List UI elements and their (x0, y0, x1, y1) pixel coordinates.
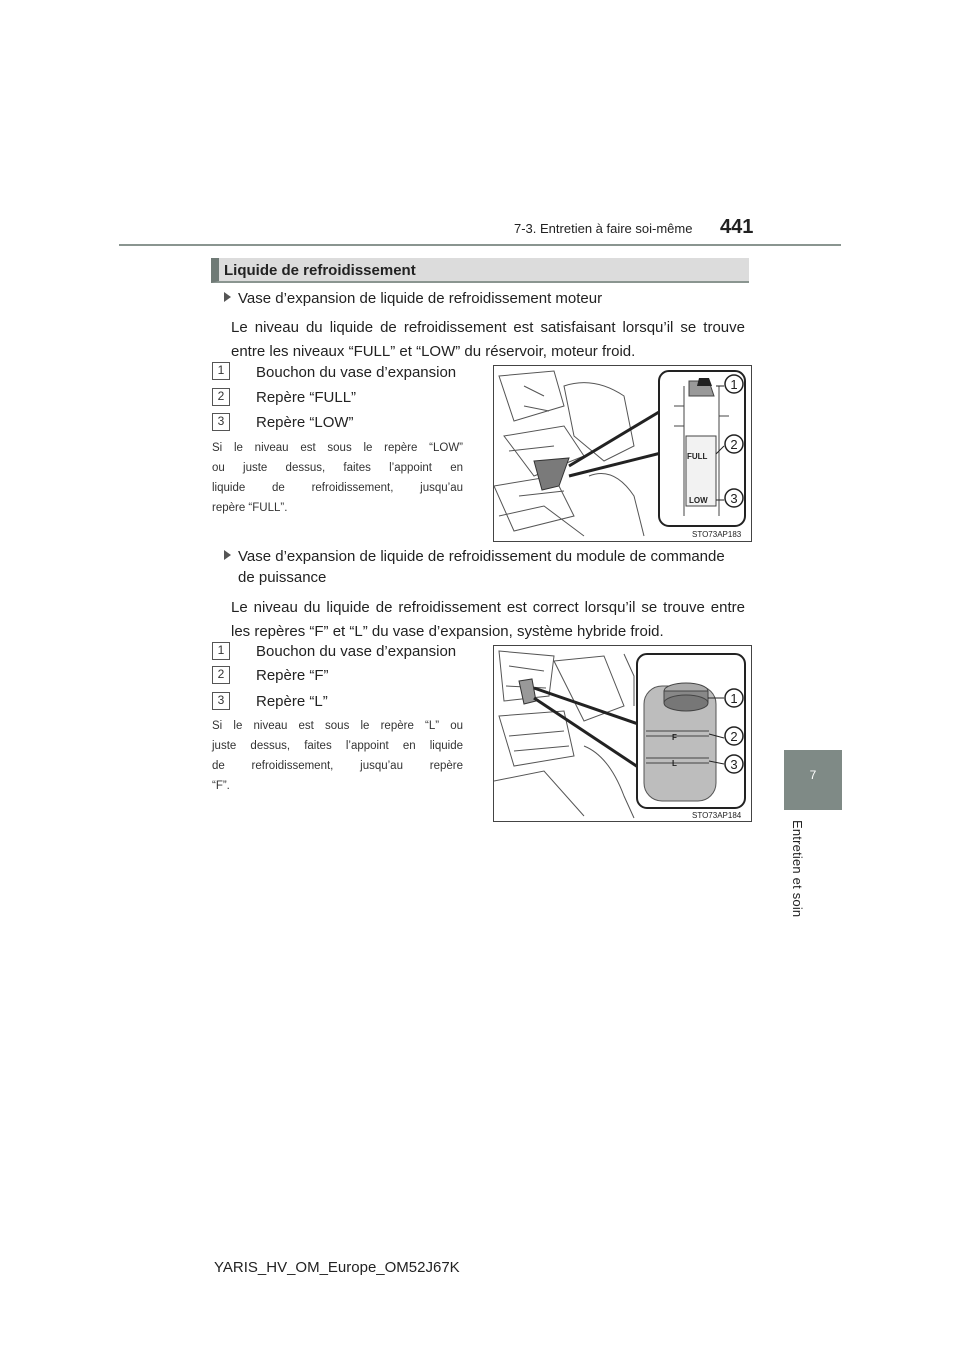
page-number: 441 (720, 216, 754, 238)
callout-number-1: 1 (212, 362, 230, 380)
block1-note: Si le niveau est sous le repère “LOW” ou juste dessus, faites l’appoint en liquide de refroidissement, jusqu’au repère “FULL”. (212, 442, 463, 514)
figure-callout-2: 2 (730, 729, 738, 744)
figure-callout-2: 2 (730, 437, 738, 452)
figure-code: STO73AP184 (692, 811, 742, 820)
block2-heading: Vase d’expansion de liquide de refroidissement du module de commande (224, 546, 725, 568)
engine-bay-illustration (494, 646, 751, 821)
l-mark-label: L (672, 759, 677, 768)
chapter-number: 7 (809, 768, 817, 782)
power-control-unit-reservoir-figure (493, 645, 752, 822)
figure-callout-3: 3 (730, 757, 738, 772)
block1-paragraph: Le niveau du liquide de refroidissement est satisfaisant lorsqu’il se trouve entre les niveaux “FULL” et “LOW” du réservoir, moteur froid. (231, 319, 745, 360)
bullet-triangle-icon (224, 292, 231, 302)
full-mark-label: FULL (687, 452, 708, 461)
figure-callout-1: 1 (730, 691, 738, 706)
header-divider (119, 244, 841, 246)
callout-number-2: 2 (212, 388, 230, 406)
chapter-title: Entretien et soin (790, 820, 805, 918)
header-section: 7-3. Entretien à faire soi-même (514, 221, 693, 236)
engine-bay-illustration (494, 366, 751, 541)
figure-code: STO73AP183 (692, 530, 742, 539)
item-label: Repère “FULL” (256, 389, 357, 406)
block2-heading-continued: de puissance (238, 569, 327, 586)
item-label: Repère “F” (256, 667, 329, 684)
low-mark-label: LOW (689, 496, 708, 505)
callout-number-3: 3 (212, 413, 230, 431)
figure-callout-3: 3 (730, 491, 738, 506)
bullet-triangle-icon (224, 550, 231, 560)
engine-coolant-reservoir-figure (493, 365, 752, 542)
item-label: Bouchon du vase d’expansion (256, 364, 457, 381)
block2-paragraph: Le niveau du liquide de refroidissement est correct lorsqu’il se trouve entre les repères “F” et “L” du vase d’expansion, système hybride froid. (231, 599, 745, 640)
callout-number-2: 2 (212, 666, 230, 684)
section-title: Liquide de refroidissement (224, 262, 416, 279)
item-label: Bouchon du vase d’expansion (256, 643, 457, 660)
block2-note: Si le niveau est sous le repère “L” ou juste dessus, faites l’appoint en liquide de refroidissement, jusqu’au repère “F”. (212, 720, 463, 792)
block1-heading: Vase d’expansion de liquide de refroidissement moteur (224, 288, 602, 310)
callout-number-1: 1 (212, 642, 230, 660)
f-mark-label: F (672, 733, 677, 742)
footer-document-code: YARIS_HV_OM_Europe_OM52J67K (214, 1259, 460, 1276)
item-label: Repère “L” (256, 693, 328, 710)
item-label: Repère “LOW” (256, 414, 354, 431)
callout-number-3: 3 (212, 692, 230, 710)
figure-callout-1: 1 (730, 377, 738, 392)
